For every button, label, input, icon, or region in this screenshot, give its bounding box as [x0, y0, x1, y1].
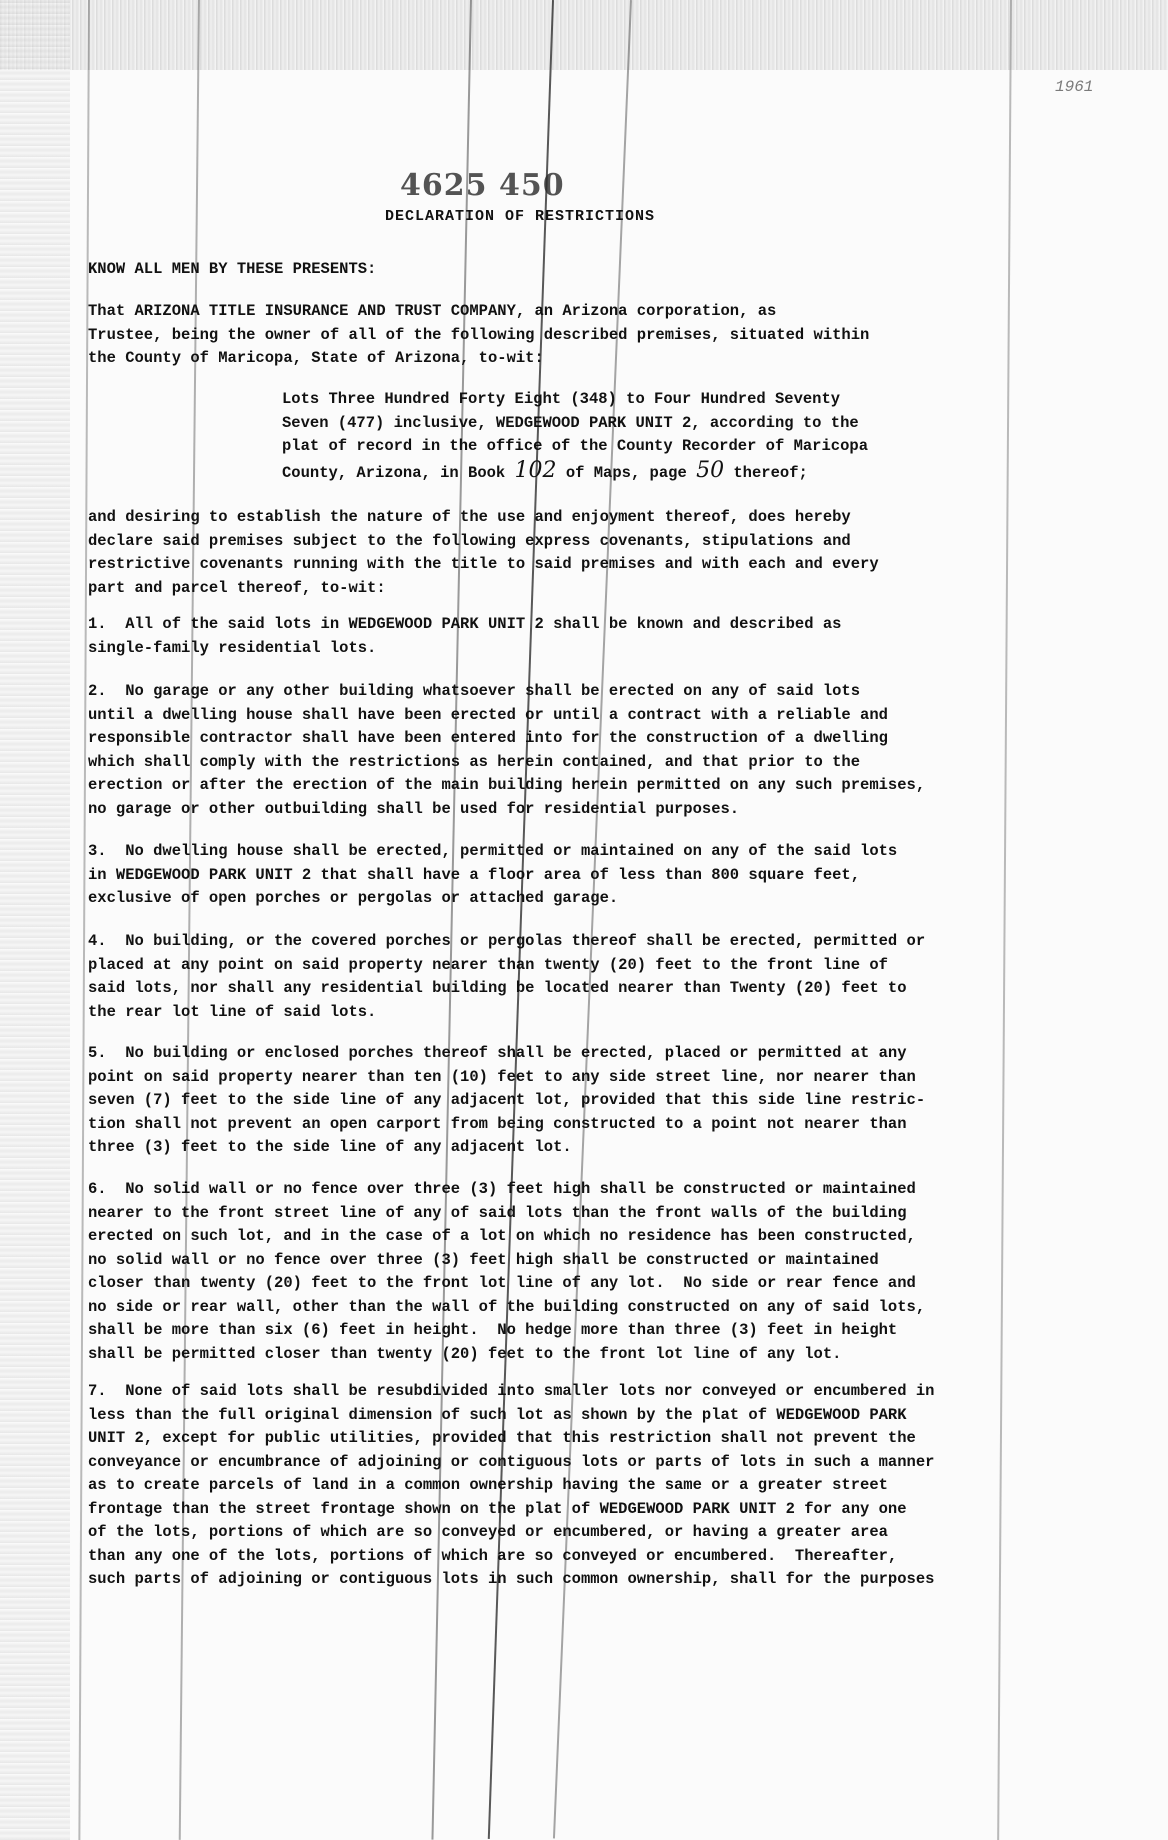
document-title: DECLARATION OF RESTRICTIONS [385, 208, 656, 225]
page-number: 50 [696, 457, 725, 483]
scan-noise-top [0, 0, 1168, 70]
restriction-item-6: 6. No solid wall or no fence over three (3) feet high shall be constructed or maintained nearer to the front street line of any of said lots than the front walls of the building erected on such lot, and in the case of a lot on which no residence has been constructed, no solid wall or no fence over three (3) feet high shall be constructed or maintained closer than twenty (20) feet to the front lot line of any lot. No side or rear fence and no side or rear wall, other than the wall of the building constructed on any of said lots, shall be more than six (6) feet in height. No hedge more than three (3) feet in height shall be permitted closer than twenty (20) feet to the front lot line of any lot. [88, 1180, 926, 1363]
intro-paragraph: That ARIZONA TITLE INSURANCE AND TRUST COMPANY, an Arizona corporation, as Trustee, being the owner of all of the following described premises, situated within the County of Maricopa, State of Arizona, to-wit: [88, 302, 870, 367]
restriction-item-5: 5. No building or enclosed porches thereof shall be erected, placed or permitted at any point on said property nearer than ten (10) feet to any side street line, nor nearer than seven (7) feet to the side line of any adjacent lot, provided that this side line restric- tion shall not prevent an open carport from being constructed to a point not nearer than three (3) feet to the side line of any adjacent lot. [88, 1044, 926, 1156]
book-number: 102 [514, 457, 557, 483]
restriction-item-1: 1. All of the said lots in WEDGEWOOD PARK UNIT 2 shall be known and described as single-family residential lots. [88, 615, 842, 657]
book-page-stamp: 4625 450 [400, 168, 565, 203]
corner-note: 1961 [1055, 78, 1094, 96]
restriction-item-4: 4. No building, or the covered porches or pergolas thereof shall be erected, permitted or placed at any point on said property nearer than twenty (20) feet to the front line of said lots, nor shall any residential building be located nearer than Twenty (20) feet to the rear lot line of said lots. [88, 932, 926, 1021]
scan-noise-left [0, 0, 70, 1840]
declaration-paragraph: and desiring to establish the nature of the use and enjoyment thereof, does hereby declare said premises subject to the following express covenants, stipulations and restrictive covenants running with the title to said premises and with each and every part and parcel thereof, to-wit: [88, 508, 879, 597]
restriction-item-2: 2. No garage or any other building whatsoever shall be erected on any of said lots until a dwelling house shall have been erected or until a contract with a reliable and responsible contractor shall have been entered into for the construction of a dwelling which shall comply with the restrictions as herein contained, and that prior to the erection or after the erection of the main building herein permitted on any such premises, no garage or other outbuilding shall be used for residential purposes. [88, 682, 926, 818]
salutation: KNOW ALL MEN BY THESE PRESENTS: [88, 260, 377, 278]
legal-description [282, 388, 1022, 485]
legal-description-text: of Maps, page [556, 463, 697, 482]
restriction-item-7: 7. None of said lots shall be resubdivided into smaller lots nor conveyed or encumbered in less than the full original dimension of such lot as shown by the plat of WEDGEWOOD PARK UNIT 2, except for public utilities, provided that this restriction shall not prevent the conveyance or encumbrance of adjoining or contiguous lots or parts of lots in such a manner as to create parcels of land in a common ownership having the same or a greater street frontage than the street frontage shown on the plat of WEDGEWOOD PARK UNIT 2 for any one of the lots, portions of which are so conveyed or encumbered, or having a greater area than any one of the lots, portions of which are so conveyed or encumbered. Thereafter, such parts of adjoining or contiguous lots in such common ownership, shall for the purposes [88, 1382, 935, 1588]
restriction-item-3: 3. No dwelling house shall be erected, permitted or maintained on any of the said lots in WEDGEWOOD PARK UNIT 2 that shall have a floor area of less than 800 square feet, exclusive of open porches or pergolas or attached garage. [88, 842, 898, 907]
legal-description-text: thereof; [724, 463, 808, 482]
legal-description-text: Lots Three Hundred Forty Eight (348) to Four Hundred Seventy Seven (477) inclusive, WEDGEWOOD PARK UNIT 2, according to the plat of record in the office of the County Recorder of Maricopa County, Arizona, in Book [282, 390, 868, 482]
